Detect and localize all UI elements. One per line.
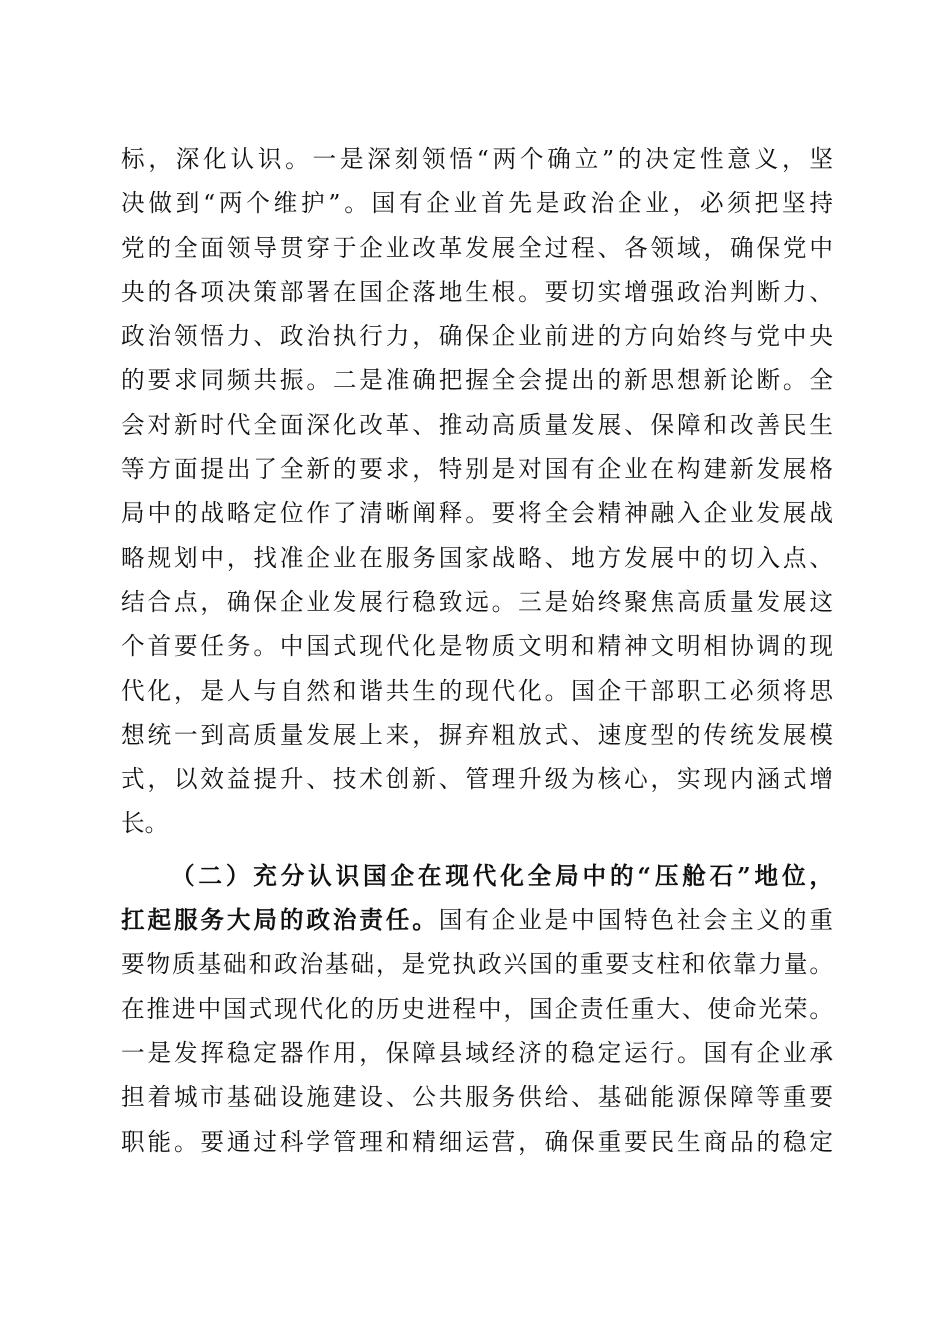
text-line: 标，深化认识。一是深刻领悟“两个确立”的决定性意义，坚 (121, 145, 833, 173)
text-span: 国有企业是中国特色社会主义的重 (438, 906, 834, 935)
text-line: 担着城市基础设施建设、公共服务供给、基础能源保障等重要 (121, 1083, 833, 1112)
text-line: 央的各项决策部署在国企落地生根。要切实增强政治判断力、 (121, 277, 833, 306)
text-line: 决做到“两个维护”。国有企业首先是政治企业，必须把坚持 (121, 189, 833, 218)
text-line (121, 905, 833, 949)
text-line: 个首要任务。中国式现代化是物质文明和精神文明相协调的现 (121, 632, 833, 661)
section-heading-continued: 扛起服务大局的政治责任。 (121, 906, 439, 935)
text-line: 在推进中国式现代化的历史进程中，国企责任重大、使命光荣。 (121, 994, 833, 1023)
text-line: 略规划中，找准企业在服务国家战略、地方发展中的切入点、 (121, 543, 833, 572)
text-line: 职能。要通过科学管理和精细运营，确保重要民生商品的稳定 (121, 1127, 833, 1156)
section-heading: （二）充分认识国企在现代化全局中的“压舱石”地位， (171, 861, 833, 890)
paragraph-gap (121, 853, 833, 861)
text-line: 结合点，确保企业发展行稳致远。三是始终聚焦高质量发展这 (121, 587, 833, 616)
text-line: 式，以效益提升、技术创新、管理升级为核心，实现内涵式增 (121, 765, 833, 794)
text-line: 会对新时代全面深化改革、推动高质量发展、保障和改善民生 (121, 410, 833, 439)
text-line: 政治领悟力、政治执行力，确保企业前进的方向始终与党中央 (121, 322, 833, 351)
text-line: 一是发挥稳定器作用，保障县域经济的稳定运行。国有企业承 (121, 1038, 833, 1067)
text-line: 等方面提出了全新的要求，特别是对国有企业在构建新发展格 (121, 455, 833, 484)
text-line: 的要求同频共振。二是准确把握全会提出的新思想新论断。全 (121, 366, 833, 395)
text-line: 党的全面领导贯穿于企业改革发展全过程、各领域，确保党中 (121, 233, 833, 262)
text-line: 代化，是人与自然和谐共生的现代化。国企干部职工必须将思 (121, 676, 833, 705)
text-line: 要物质基础和政治基础，是党执政兴国的重要支柱和依靠力量。 (121, 950, 833, 979)
text-line: 局中的战略定位作了清晰阐释。要将全会精神融入企业发展战 (121, 499, 833, 528)
text-line: 长。 (121, 809, 169, 838)
body-text (121, 144, 833, 1171)
text-line: 想统一到高质量发展上来，摒弃粗放式、速度型的传统发展模 (121, 720, 833, 749)
